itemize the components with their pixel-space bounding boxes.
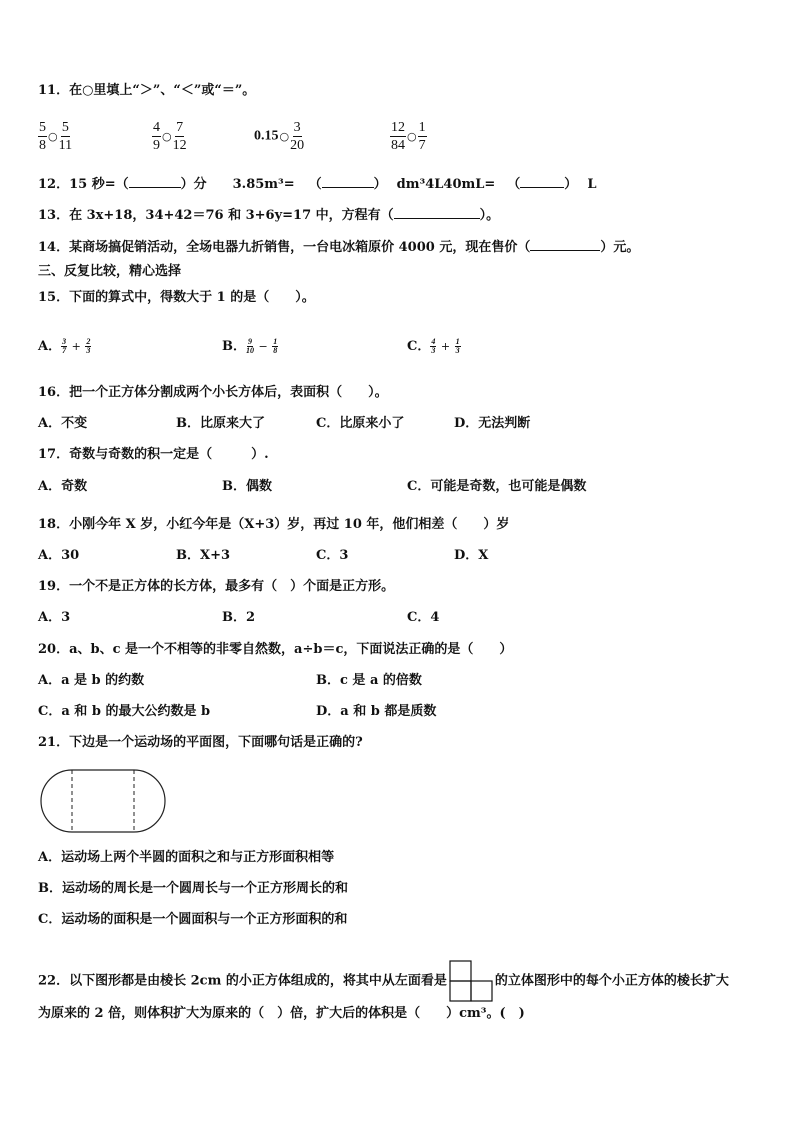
q20-option-b[interactable]: B．c 是 a 的倍数 — [316, 673, 422, 688]
q17-option-c[interactable]: C．可能是奇数，也可能是偶数 — [407, 479, 587, 494]
compare-circle[interactable]: ○ — [279, 129, 290, 143]
q15-option-b[interactable]: B． $\frac{9}{10}$ − $\frac{1}{8}$ — [222, 337, 278, 355]
compare-circle[interactable]: ○ — [407, 129, 417, 143]
q15-option-c[interactable]: C． $\frac{4}{3}$ + $\frac{1}{3}$ — [407, 337, 460, 355]
sports-field-diagram — [40, 769, 166, 833]
q22-line-2: 为原来的 2 倍，则体积扩大为原来的（ ）倍，扩大后的体积是（ ）cm³。( ) — [38, 1006, 525, 1021]
q16-option-a[interactable]: A．不变 — [38, 416, 88, 431]
q14-line: 14．某商场搞促销活动，全场电器九折销售，一台电冰箱原价 4000 元，现在售价（ ）元。 — [38, 240, 640, 255]
section-heading: 三、反复比较，精心选择 — [38, 264, 182, 279]
q15-option-a[interactable]: A． $\frac{3}{7}$ + $\frac{2}{3}$ — [38, 337, 91, 355]
q11-item-3: 0.15○ $\frac{3}{20}$ — [254, 120, 305, 153]
q15-stem: 15．下面的算式中，得数大于 1 的是（ ）。 — [38, 290, 315, 305]
fraction: $\frac{12}{84}$ — [391, 120, 405, 153]
q18-option-d[interactable]: D．X — [454, 548, 489, 563]
fraction: $\frac{5}{11}$ — [58, 120, 73, 153]
q18-option-b[interactable]: B．X+3 — [176, 548, 231, 563]
q16-option-c[interactable]: C．比原来小了 — [316, 416, 405, 431]
fraction: $\frac{4}{9}$ — [153, 120, 160, 153]
q17-option-b[interactable]: B．偶数 — [222, 479, 272, 494]
q21-stem: 21．下边是一个运动场的平面图，下面哪句话是正确的? — [38, 735, 363, 750]
q18-option-c[interactable]: C．3 — [316, 548, 349, 563]
answer-blank[interactable] — [129, 187, 181, 188]
fraction: $\frac{3}{20}$ — [290, 120, 305, 153]
q11-item-2 — [152, 120, 187, 153]
q21-option-c[interactable]: C．运动场的面积是一个圆面积与一个正方形面积的和 — [38, 912, 348, 927]
answer-blank[interactable] — [520, 187, 564, 188]
q16-option-d[interactable]: D．无法判断 — [454, 416, 531, 431]
q20-option-a[interactable]: A．a 是 b 的约数 — [38, 673, 145, 688]
q11-item-4 — [390, 120, 427, 153]
left-view-figure — [449, 960, 493, 1002]
q17-stem: 17．奇数与奇数的积一定是（ ）. — [38, 447, 269, 462]
q11-stem: 11．在○里填上“＞”、“＜”或“＝”。 — [38, 83, 256, 98]
q16-stem: 16．把一个正方体分割成两个小长方体后，表面积（ ）。 — [38, 385, 388, 400]
answer-blank[interactable] — [394, 218, 480, 219]
q20-option-c[interactable]: C．a 和 b 的最大公约数是 b — [38, 704, 211, 719]
fraction: $\frac{1}{7}$ — [418, 120, 426, 153]
fraction: $\frac{5}{8}$ — [39, 120, 46, 153]
q19-option-a[interactable]: A．3 — [38, 610, 71, 625]
compare-circle[interactable]: ○ — [48, 129, 58, 143]
q21-option-a[interactable]: A．运动场上两个半圆的面积之和与正方形面积相等 — [38, 850, 335, 865]
q13-line: 13．在 3x+18，34+42＝76 和 3+6y=17 中，方程有（ ）。 — [38, 208, 500, 223]
q19-option-c[interactable]: C．4 — [407, 610, 440, 625]
q19-stem: 19．一个不是正方体的长方体，最多有（ ）个面是正方形。 — [38, 579, 395, 594]
q20-option-d[interactable]: D．a 和 b 都是质数 — [316, 704, 437, 719]
answer-blank[interactable] — [322, 187, 374, 188]
q17-option-a[interactable]: A．奇数 — [38, 479, 88, 494]
answer-blank[interactable] — [530, 250, 600, 251]
q20-stem: 20．a、b、c 是一个不相等的非零自然数，a÷b＝c，下面说法正确的是（ ） — [38, 642, 513, 657]
q18-stem: 18．小刚今年 X 岁，小红今年是（X+3）岁，再过 10 年，他们相差（ ）岁 — [38, 517, 510, 532]
q18-option-a[interactable]: A．30 — [38, 548, 80, 563]
q12-line: 12．15 秒=（ ）分 3.85m³= （ ） dm³4L40mL= （ ） L — [38, 177, 597, 192]
q19-option-b[interactable]: B．2 — [222, 610, 256, 625]
compare-circle[interactable]: ○ — [162, 129, 172, 143]
fraction: $\frac{7}{12}$ — [172, 120, 187, 153]
q21-option-b[interactable]: B．运动场的周长是一个圆周长与一个正方形周长的和 — [38, 881, 348, 896]
q22-line-1: 22．以下图形都是由棱长 2cm 的小正方体组成的，将其中从左面看是 的立体图形中的每个小正方体的棱长扩大 — [38, 960, 729, 1002]
q11-item-1 — [38, 120, 72, 153]
q16-option-b[interactable]: B．比原来大了 — [176, 416, 265, 431]
